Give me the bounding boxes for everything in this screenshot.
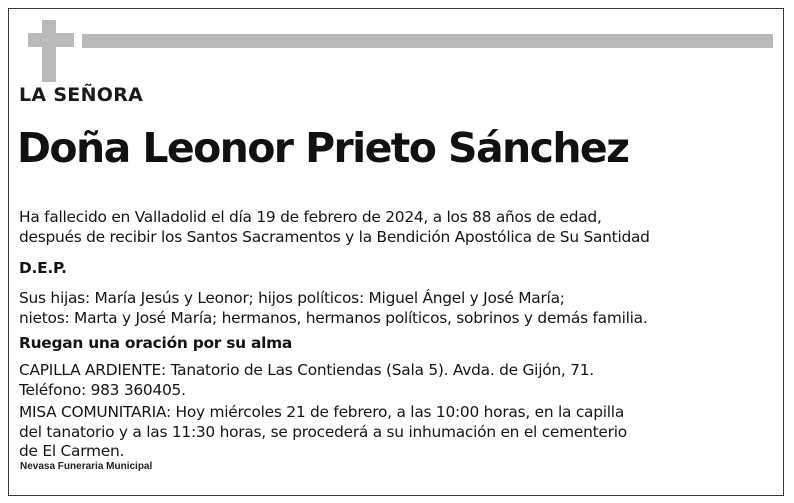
family-line-2: nietos: Marta y José María; hermanos, hermanos políticos, sobrinos y demás familia. (19, 309, 648, 327)
deceased-name: Doña Leonor Prieto Sánchez (17, 124, 629, 172)
family-line-1: Sus hijas: María Jesús y Leonor; hijos políticos: Miguel Ángel y José María; (19, 289, 565, 307)
funeral-home-name: Nevasa Funeraria Municipal (20, 461, 153, 472)
header-rule (82, 34, 773, 48)
dep-label: D.E.P. (19, 259, 67, 277)
info-line-2: Teléfono: 983 360405. (19, 381, 186, 399)
death-line-2: después de recibir los Santos Sacramentos y la Bendición Apostólica de Su Santidad (19, 228, 650, 246)
cross-icon-arm (28, 33, 74, 47)
death-line-1: Ha fallecido en Valladolid el día 19 de febrero de 2024, a los 88 años de edad, (19, 208, 602, 226)
prayer-request: Ruegan una oración por su alma (19, 334, 293, 352)
info-line-5: de El Carmen. (19, 442, 125, 460)
deceased-title: LA SEÑORA (19, 84, 144, 106)
info-line-3: MISA COMUNITARIA: Hoy miércoles 21 de febrero, a las 10:00 horas, en la capilla (19, 403, 625, 421)
info-line-1: CAPILLA ARDIENTE: Tanatorio de Las Contiendas (Sala 5). Avda. de Gijón, 71. (19, 361, 594, 379)
cross-icon (42, 20, 56, 82)
info-line-4: del tanatorio y a las 11:30 horas, se procederá a su inhumación en el cementerio (19, 423, 627, 441)
